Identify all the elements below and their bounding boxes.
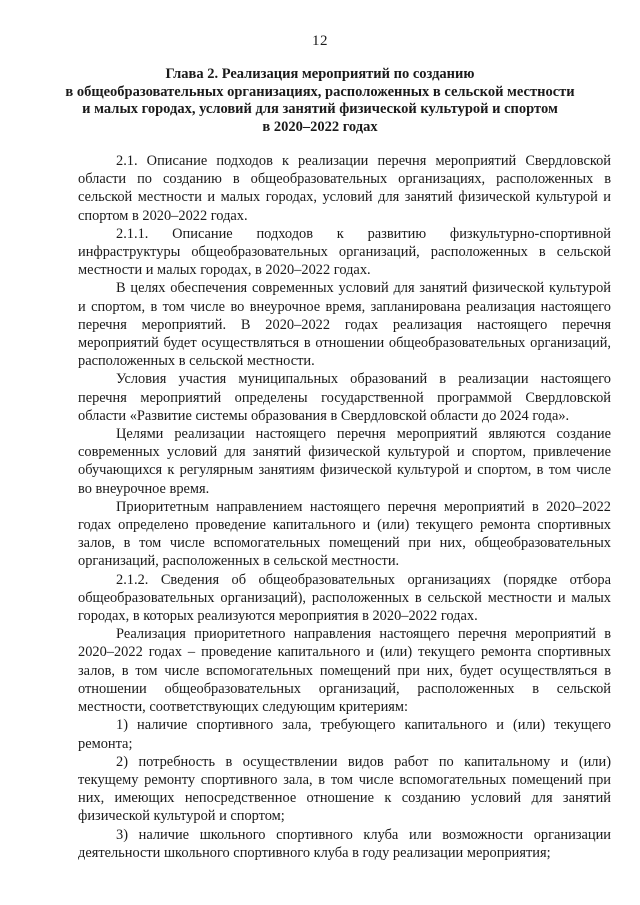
body-paragraph: В целях обеспечения современных условий для занятий физической культурой и спортом, в том числе во внеурочное время, запланирована реализация настоящего перечня мероприятий. В 2020–2022 годах реализация настоящего перечня мероприятий будет осуществляться в отношении общеобразовательных организаций, расположенных в сельской местности. bbox=[78, 280, 611, 370]
chapter-title-line: Глава 2. Реализация мероприятий по созданию bbox=[165, 66, 475, 82]
criteria-item: 1) наличие спортивного зала, требующего капитального и (или) текущего ремонта; bbox=[78, 717, 611, 752]
chapter-title bbox=[64, 66, 576, 136]
body-paragraph: Целями реализации настоящего перечня мероприятий являются создание современных условий для занятий физической культурой и спортом, привлечение обучающихся к регулярным занятиям физической культурой и спортом, в том числе во внеурочное время. bbox=[78, 426, 611, 497]
chapter-title-line: в 2020–2022 годах bbox=[262, 118, 378, 135]
body-paragraph: Условия участия муниципальных образований в реализации настоящего перечня мероприятий определены государственной программой Свердловской области «Развитие системы образования в Свердловской области до 2024 года». bbox=[78, 371, 611, 424]
criteria-item: 3) наличие школьного спортивного клуба или возможности организации деятельности школьного спортивного клуба в году реализации мероприятия; bbox=[78, 826, 611, 861]
body-paragraph: Реализация приоритетного направления настоящего перечня мероприятий в 2020–2022 годах – проведение капитального и (или) текущего ремонта спортивных залов, в том числе вспомогательных помещений при них, будет осуществляться в отношении общеобразовательных организаций, расположенных в сельской местности, соответствующих следующим критериям: bbox=[78, 626, 611, 716]
section-heading-2-1-1: 2.1.1. Описание подходов к развитию физкультурно-спортивной инфраструктуры общеобразовательных организаций, расположенных в сельской местности и малых городах, в 2020–2022 годах. bbox=[78, 225, 611, 279]
chapter-title-line: и малых городах, условий для занятий физической культурой и спортом bbox=[82, 101, 558, 117]
document-body bbox=[78, 152, 611, 862]
criteria-item: 2) потребность в осуществлении видов работ по капитальному и (или) текущему ремонту спортивного зала, в том числе вспомогательных помещений при них, имеющих непосредственное отношение к созданию условий для занятий физической культурой и спортом; bbox=[78, 753, 611, 825]
section-heading-2-1: 2.1. Описание подходов к реализации перечня мероприятий Свердловской области по созданию в общеобразовательных организациях, расположенных в сельской местности и малых городах, условий для занятий физической культурой и спортом в 2020–2022 годах. bbox=[78, 153, 611, 224]
section-heading-2-1-2: 2.1.2. Сведения об общеобразовательных организациях (порядке отбора общеобразовательных организаций), расположенных в сельской местности и малых городах, в которых реализуются мероприятия в 2020–2022 годах. bbox=[78, 571, 611, 625]
page-number: 12 bbox=[312, 33, 328, 49]
chapter-title-line: в общеобразовательных организациях, расположенных в сельской местности bbox=[65, 83, 575, 100]
body-paragraph: Приоритетным направлением настоящего перечня мероприятий в 2020–2022 годах определено проведение капитального и (или) текущего ремонта спортивных залов, в том числе вспомогательных помещений при них, общеобразовательных организаций, расположенных в сельской местности. bbox=[78, 498, 611, 570]
